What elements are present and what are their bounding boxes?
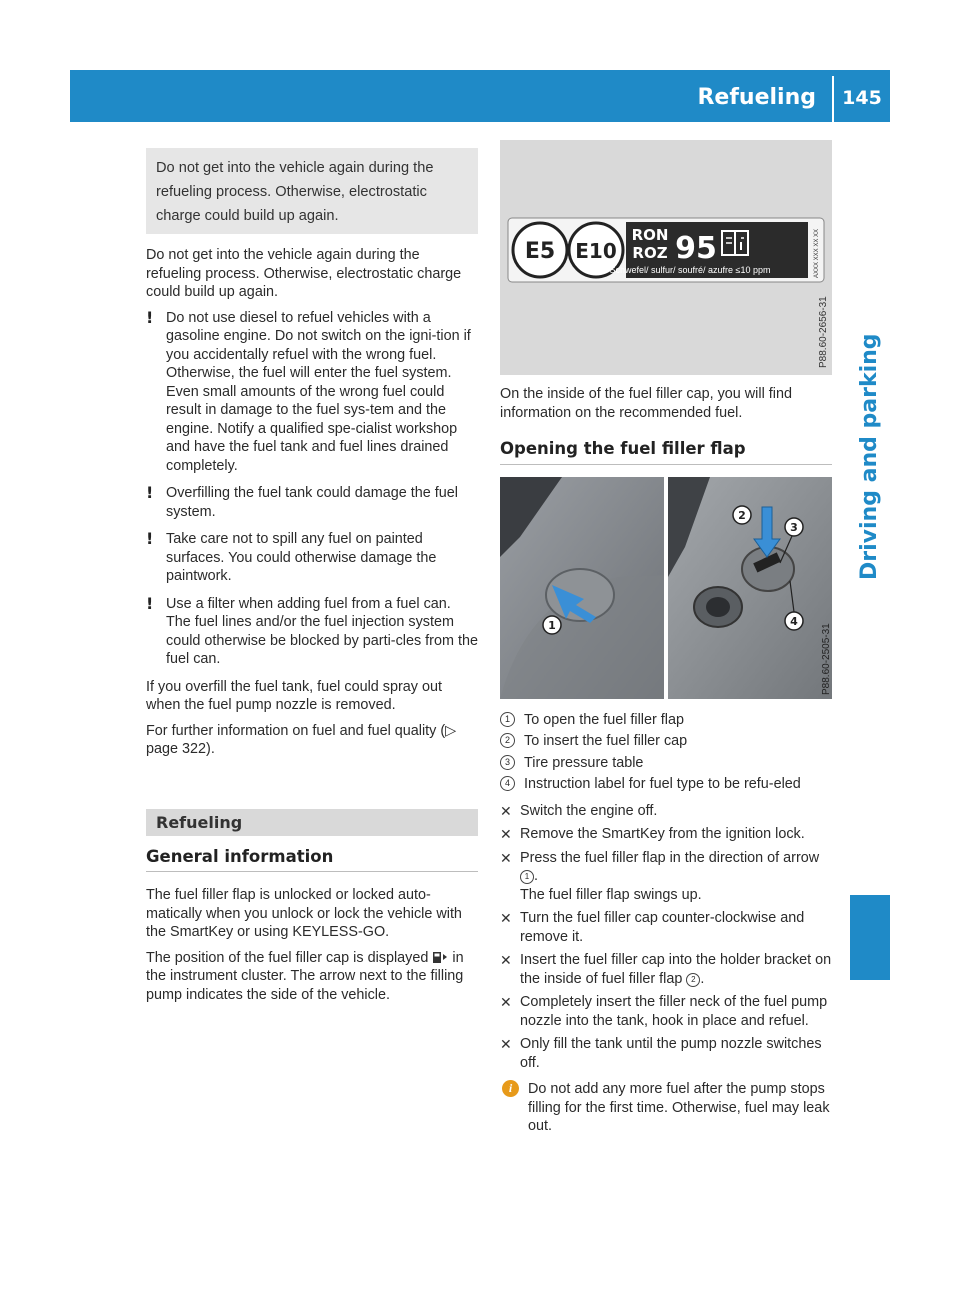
fuel-flap-photo-graphic [500,477,832,699]
legend-number: 1 [500,712,515,727]
step-arrow-icon: ✕ [500,1036,512,1052]
image-reference: P88.60-2656-31 [818,296,829,368]
legend-item: 4 Instruction label for fuel type to be refu-eled [500,775,832,794]
legend-number: 4 [500,776,515,791]
page-header [70,70,890,122]
exclamation-icon: ! [146,529,154,548]
warning-text: Take care not to spill any fuel on painted surfaces. You could otherwise damage the paintwork. [166,531,437,584]
fuel-flap-photo [500,477,832,699]
fuel-pump-icon [432,950,448,964]
photo-callout-1: 1 [548,618,556,632]
step-arrow-icon: ✕ [500,910,512,926]
warning-spill [146,530,478,586]
chapter-title: Refueling [697,85,816,110]
legend-item: 1 To open the fuel filler flap [500,711,832,730]
photo-reference: P88.60-2505-31 [821,622,832,695]
right-column [500,140,832,1136]
overfill-paragraph: If you overfill the fuel tank, fuel could spray out when the fuel pump nozzle is removed. [146,678,442,713]
e10-badge: E10 [575,239,617,263]
info-note: i Do not add any more fuel after the pump stops filling for the first time. Otherwise, fuel may leak out. [500,1080,832,1136]
warning-text: Use a filter when adding fuel from a fuel can. The fuel lines and/or the fuel injection system could otherwise be blocked by parti-cles from the fuel can. [166,595,478,667]
warning-overfill [146,484,478,521]
step-item: ✕ Insert the fuel filler cap into the holder bracket on the inside of fuel filler flap 2 . [500,952,832,987]
inline-callout-ref: 2 [686,973,700,987]
warning-text: Overfilling the fuel tank could damage the fuel system. [166,485,458,520]
e5-badge: E5 [524,239,556,264]
opening-heading: Opening the fuel filler flap [500,440,832,465]
label-code: AXXX XXX XX XX [814,228,820,278]
side-tab-marker [850,895,890,980]
legend-item: 3 Tire pressure table [500,754,832,773]
exclamation-icon: ! [146,307,154,327]
general-info-paragraph: The fuel filler flap is unlocked or locked auto-matically when you unlock or lock the vehicle with the SmartKey or using KEYLESS-GO. [146,887,462,940]
warning-text: Do not use diesel to refuel vehicles with a gasoline engine. Do not switch on the igni-tion if you accidentally refuel with the wrong fuel. Otherwise, the fuel will enter the fuel system. Even small amounts of the wrong fuel could result in damage to the fuel sys-tem and the engine. Notify a qualified spe-cialist workshop and have the fuel tank and fuel lines drained completely. [166,309,471,474]
step-item: ✕ Only fill the tank until the pump nozzle switches off. [500,1036,822,1071]
photo-callout-4: 4 [790,614,798,628]
step-item: ✕ Remove the SmartKey from the ignition lock. [500,826,805,842]
further-info-link[interactable]: For further information on fuel and fuel quality (▷ page 322). [146,722,457,757]
step-arrow-icon: ✕ [500,994,512,1010]
step-item: ✕ Turn the fuel filler cap counter-clockwise and remove it. [500,910,805,945]
callout-box: Do not get into the vehicle again during the refueling process. Otherwise, electrostatic charge could build up again. [146,148,478,234]
intro-paragraph: Do not get into the vehicle again during the refueling process. Otherwise, electrostatic charge could build up again. [146,247,462,300]
step-item: ✕ Completely insert the filler neck of the fuel pump nozzle into the tank, hook in place and refuel. [500,994,828,1029]
inline-callout-ref: 1 [520,870,534,884]
step-item: ✕ Press the fuel filler flap in the direction of arrow 1 . The fuel filler flap swings up. [500,849,820,903]
callout-legend [500,711,832,794]
step-arrow-icon: ✕ [500,849,512,866]
ron-text: RON [631,226,669,244]
fuel-cap-position-paragraph: The position of the fuel filler cap is displayed in the instrument cluster. The arrow next to the filling pump indicates the side of the vehicle. [146,949,464,1003]
fuel-label-image [500,140,832,375]
step-arrow-icon: ✕ [500,826,512,842]
legend-number: 3 [500,755,515,770]
step-item: ✕ Switch the engine off. [500,802,658,819]
section-title: Refueling [146,809,478,836]
step-arrow-icon: ✕ [500,952,512,968]
step-result: The fuel filler flap swings up. [520,886,702,903]
warning-filter [146,595,478,669]
left-column [146,148,478,1011]
label-caption: On the inside of the fuel filler cap, you will find information on the recommended fuel. [500,386,792,421]
warning-diesel [146,309,478,476]
roz-text: ROZ [632,244,668,262]
legend-number: 2 [500,733,515,748]
exclamation-icon: ! [146,593,154,613]
legend-item: 2 To insert the fuel filler cap [500,732,832,751]
sulfur-text: Schwefel/ sulfur/ soufré/ azufre ≤10 ppm [609,265,771,275]
subsection-title: General information [146,848,478,873]
step-arrow-icon: ✕ [500,802,512,819]
info-icon: i [502,1080,519,1097]
photo-callout-3: 3 [790,520,798,534]
exclamation-icon: ! [146,483,154,502]
octane-number: 95 [675,231,717,266]
side-tab-label: Driving and parking [857,333,882,580]
fuel-type-label-graphic [500,140,832,375]
page-number: 145 [842,87,882,109]
procedure-steps [500,802,832,1073]
photo-callout-2: 2 [738,508,746,522]
